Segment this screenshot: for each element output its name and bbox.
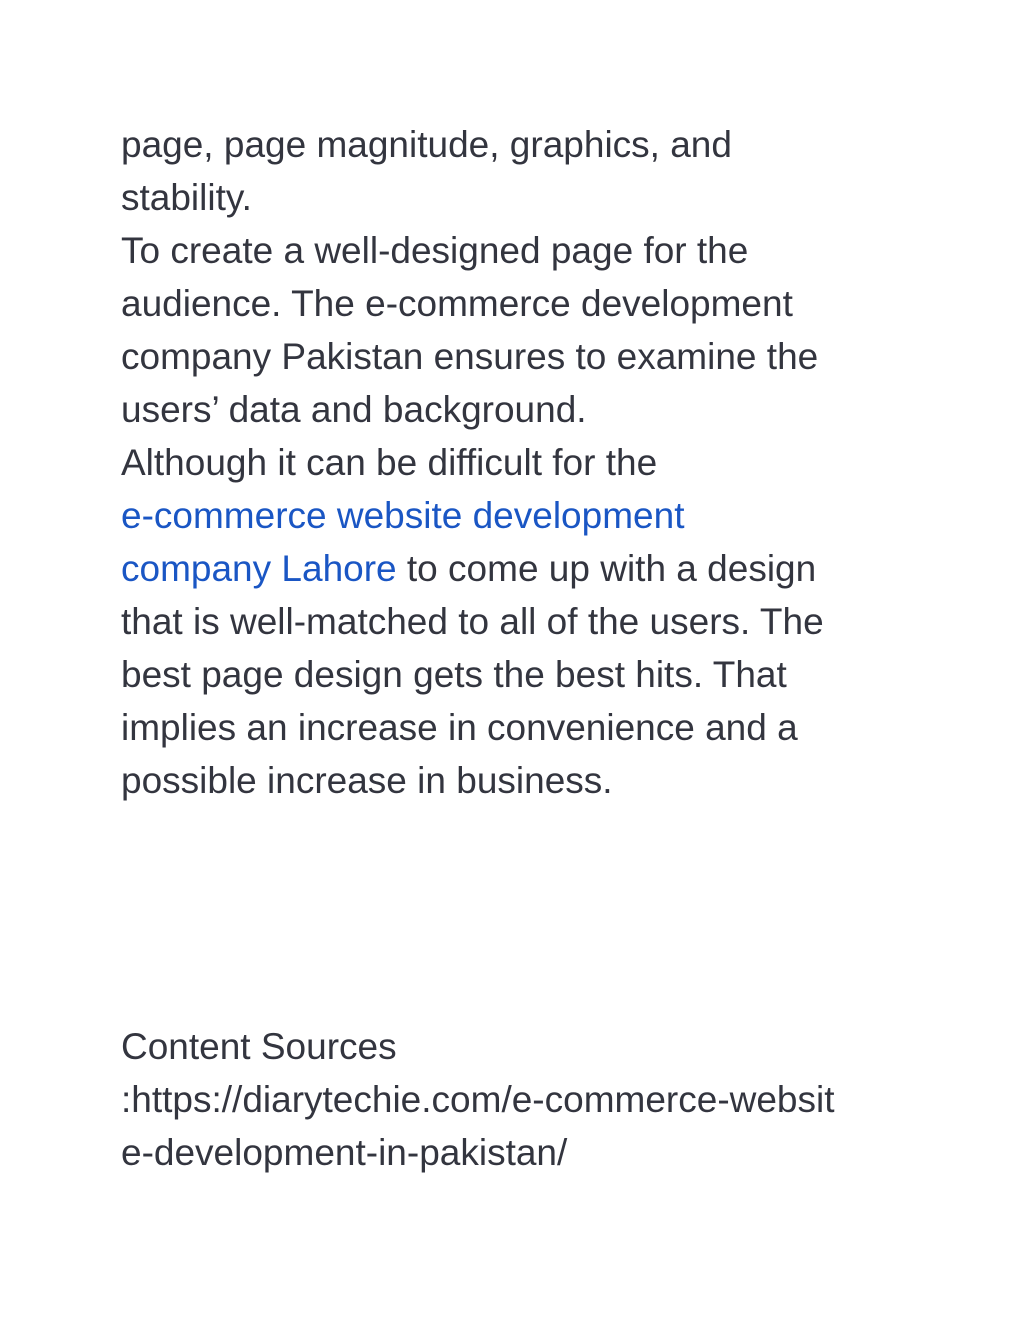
- text-line: stability.: [121, 177, 252, 218]
- text-line: audience. The e-commerce development: [121, 283, 793, 324]
- text-line: Although it can be difficult for the: [121, 442, 658, 483]
- text-line: [121, 542, 921, 595]
- ecommerce-company-link-continued[interactable]: company Lahore: [121, 548, 397, 589]
- text-line: possible increase in business.: [121, 760, 613, 801]
- text-line: company Pakistan ensures to examine the: [121, 336, 819, 377]
- text-segment: to come up with a design: [396, 548, 817, 589]
- body-paragraph: [121, 118, 921, 807]
- text-line: To create a well-designed page for the: [121, 230, 749, 271]
- ecommerce-company-link[interactable]: e-commerce website development: [121, 495, 685, 536]
- text-line: that is well-matched to all of the users. The: [121, 601, 824, 642]
- text-line: page, page magnitude, graphics, and: [121, 124, 732, 165]
- sources-url-line: :https://diarytechie.com/e-commerce-websit: [121, 1079, 835, 1120]
- text-line: implies an increase in convenience and a: [121, 707, 798, 748]
- text-line: users’ data and background.: [121, 389, 587, 430]
- text-line: [121, 489, 921, 542]
- text-line: best page design gets the best hits. That: [121, 654, 787, 695]
- sources-title: Content Sources: [121, 1026, 397, 1067]
- sources-url-line: e-development-in-pakistan/: [121, 1132, 568, 1173]
- content-sources: [121, 1020, 921, 1179]
